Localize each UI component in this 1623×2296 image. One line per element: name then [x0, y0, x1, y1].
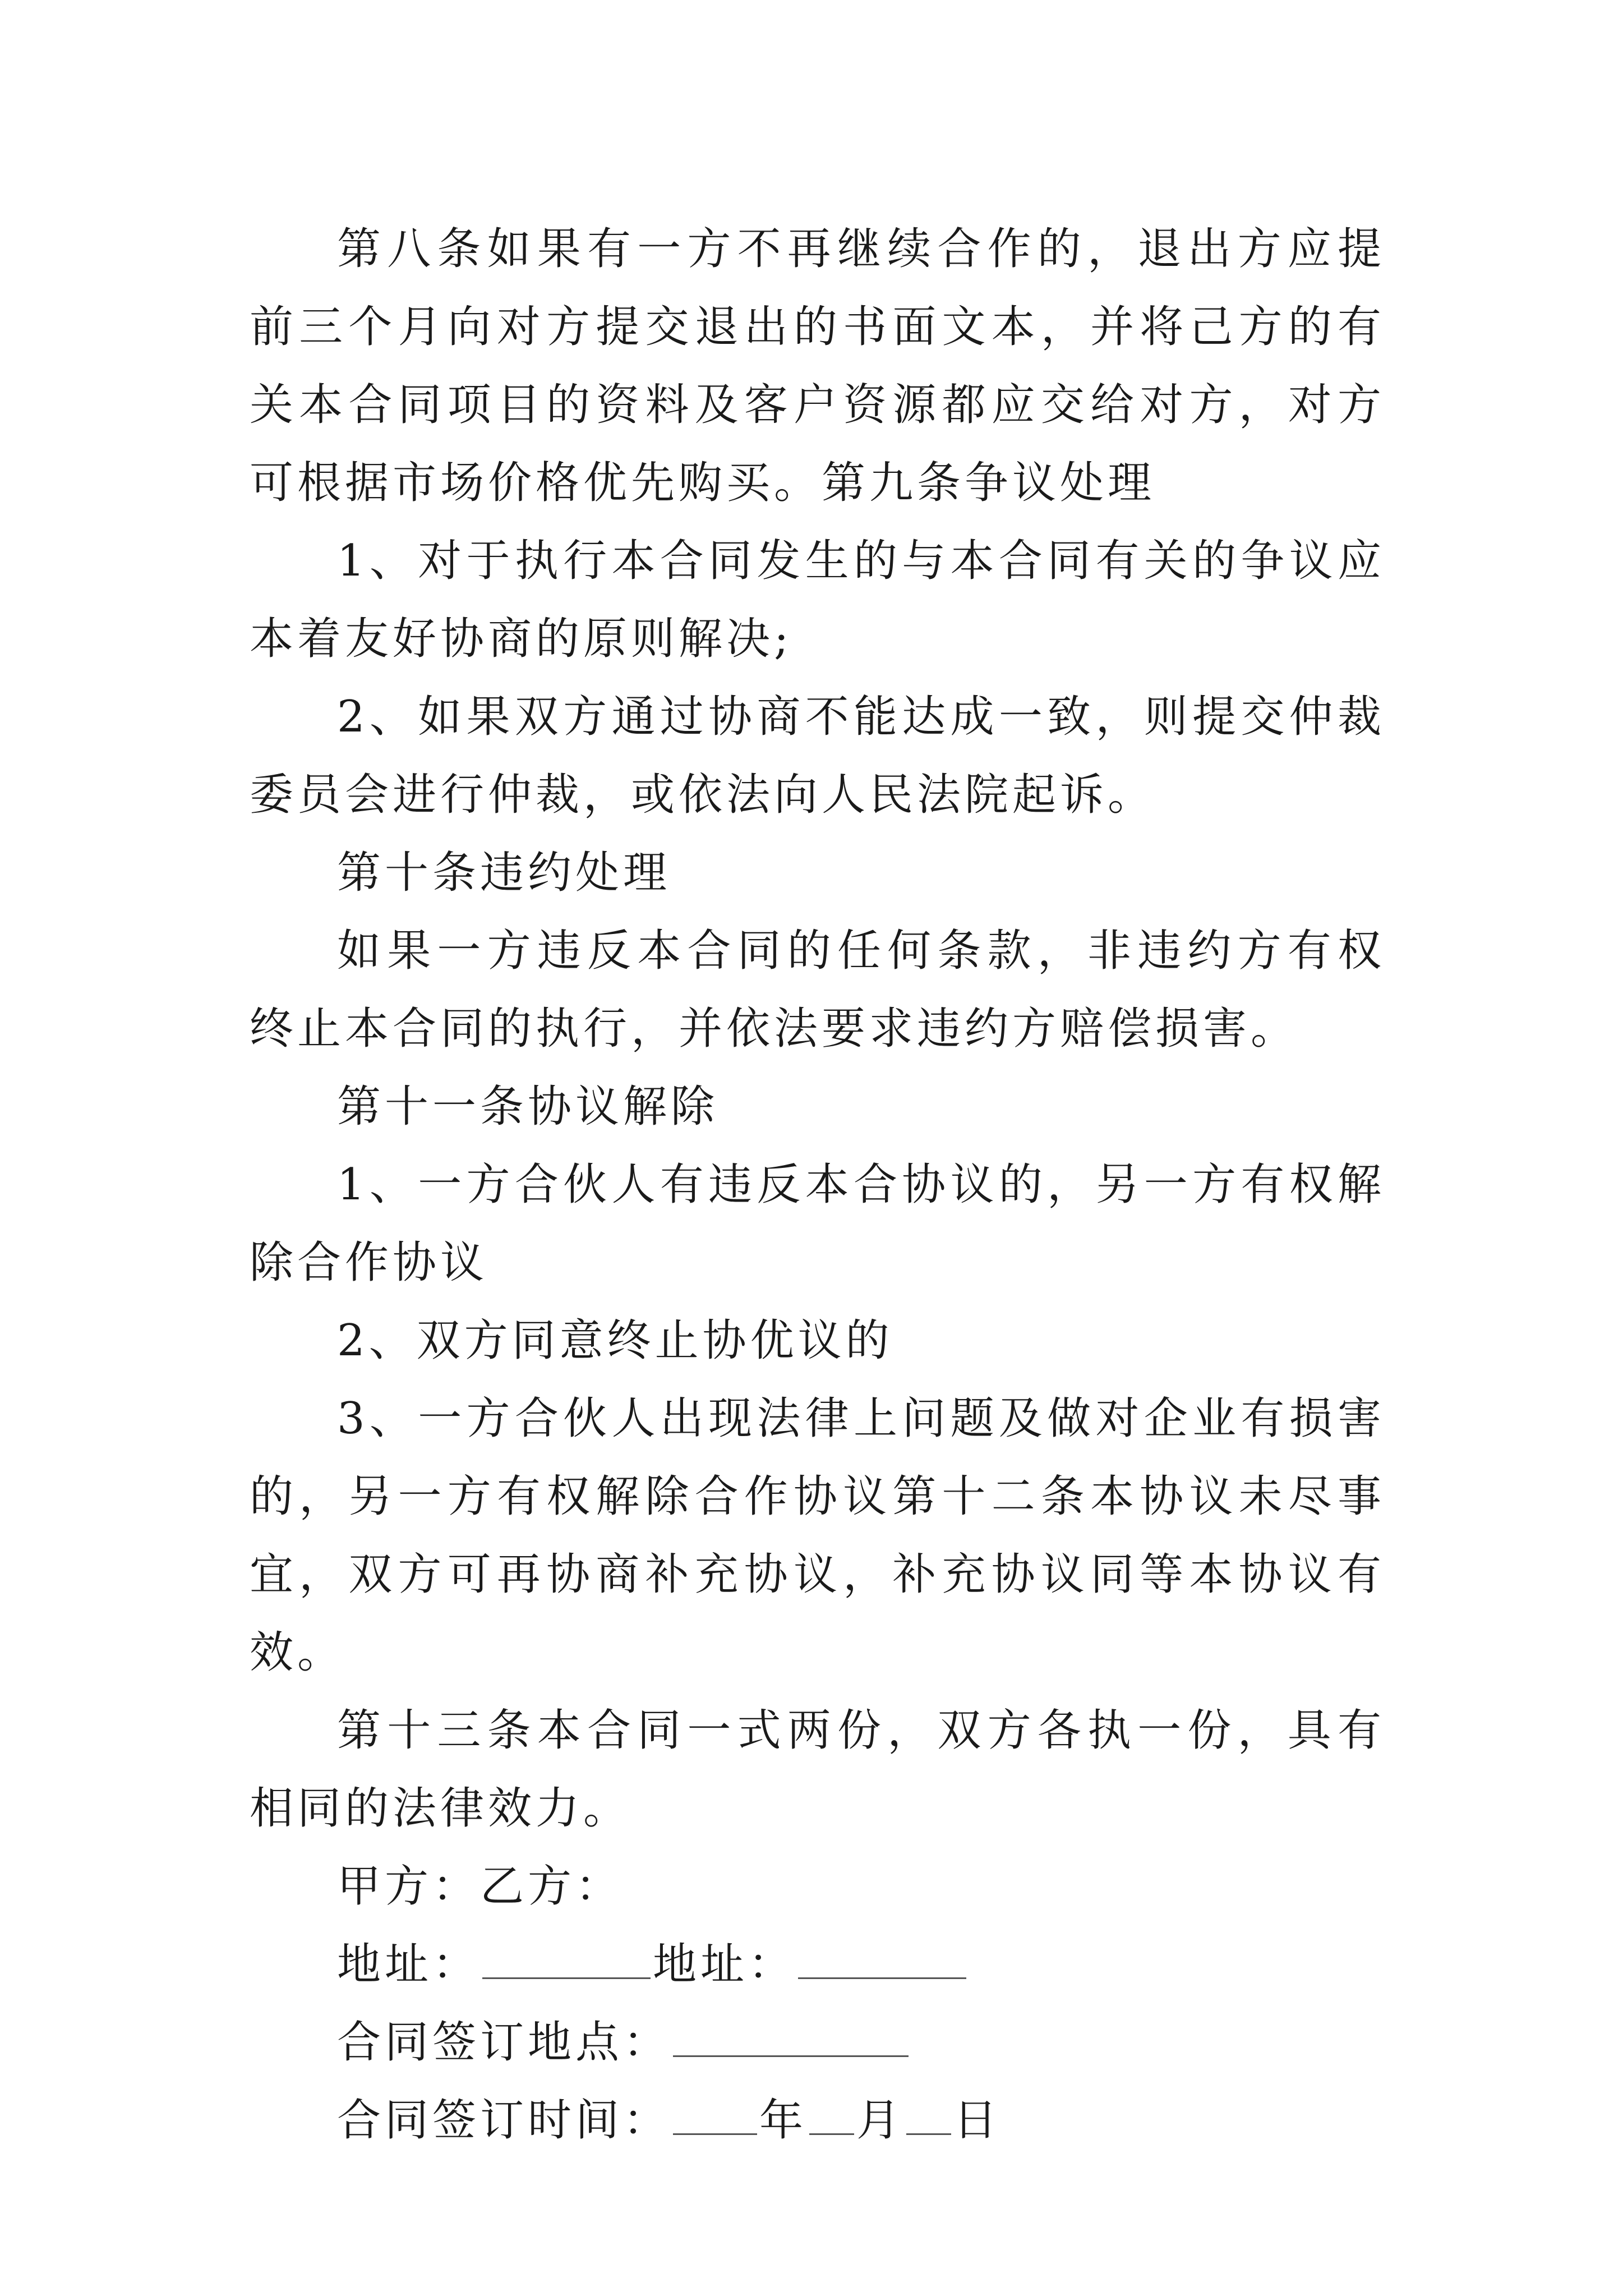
time-label: 合同签订时间：	[337, 2095, 671, 2146]
clause-10-heading: 第十条违约处理	[337, 848, 671, 898]
signature-parties: 甲方：乙方：	[337, 1861, 624, 1912]
clause-11-heading: 第十一条协议解除	[337, 1082, 719, 1132]
month-label: 月	[856, 2095, 905, 2146]
clause-8-paragraph: 第八条如果有一方不再继续合作的，退出方应提前三个月向对方提交退出的书面文本，并将己方的有关本合同项目的资料及客户资源都应交给对方，对方可根据市场价格优先购买。第九条争议处理	[250, 224, 1385, 508]
year-label: 年	[759, 2095, 808, 2146]
signature-place-line	[250, 2004, 1385, 2082]
place-label: 合同签订地点：	[337, 2017, 671, 2068]
termination-item-2: 2、双方同意终止协优议的	[337, 1315, 893, 1366]
dispute-item-2: 2、如果双方通过协商不能达成一致，则提交仲裁委员会进行仲裁，或依法向人民法院起诉。	[250, 692, 1385, 820]
address-a-label: 地址：	[337, 1939, 481, 1990]
day-label: 日	[953, 2095, 1002, 2146]
place-blank[interactable]	[673, 2012, 909, 2057]
day-blank[interactable]	[906, 2090, 951, 2135]
contract-body	[250, 210, 1385, 2160]
signature-address-line	[250, 1926, 1385, 2004]
month-blank[interactable]	[809, 2090, 854, 2135]
year-blank[interactable]	[673, 2090, 757, 2135]
termination-item-1: 1、一方合伙人有违反本合协议的，另一方有权解除合作协议	[250, 1159, 1385, 1288]
clause-13-paragraph: 第十三条本合同一式两份，双方各执一份，具有相同的法律效力。	[250, 1705, 1385, 1834]
clause-10-paragraph: 如果一方违反本合同的任何条款，非违约方有权终止本合同的执行，并依法要求违约方赔偿损害。	[250, 926, 1385, 1054]
dispute-item-1: 1、对于执行本合同发生的与本合同有关的争议应本着友好协商的原则解决;	[250, 536, 1385, 664]
address-a-blank[interactable]	[482, 1934, 651, 1979]
signature-time-line	[250, 2082, 1385, 2160]
address-b-blank[interactable]	[798, 1934, 966, 1979]
termination-item-3: 3、一方合伙人出现法律上问题及做对企业有损害的，另一方有权解除合作协议第十二条本协议未尽事宜，双方可再协商补充协议，补充协议同等本协议有效。	[250, 1393, 1385, 1678]
address-b-label: 地址：	[653, 1939, 796, 1990]
